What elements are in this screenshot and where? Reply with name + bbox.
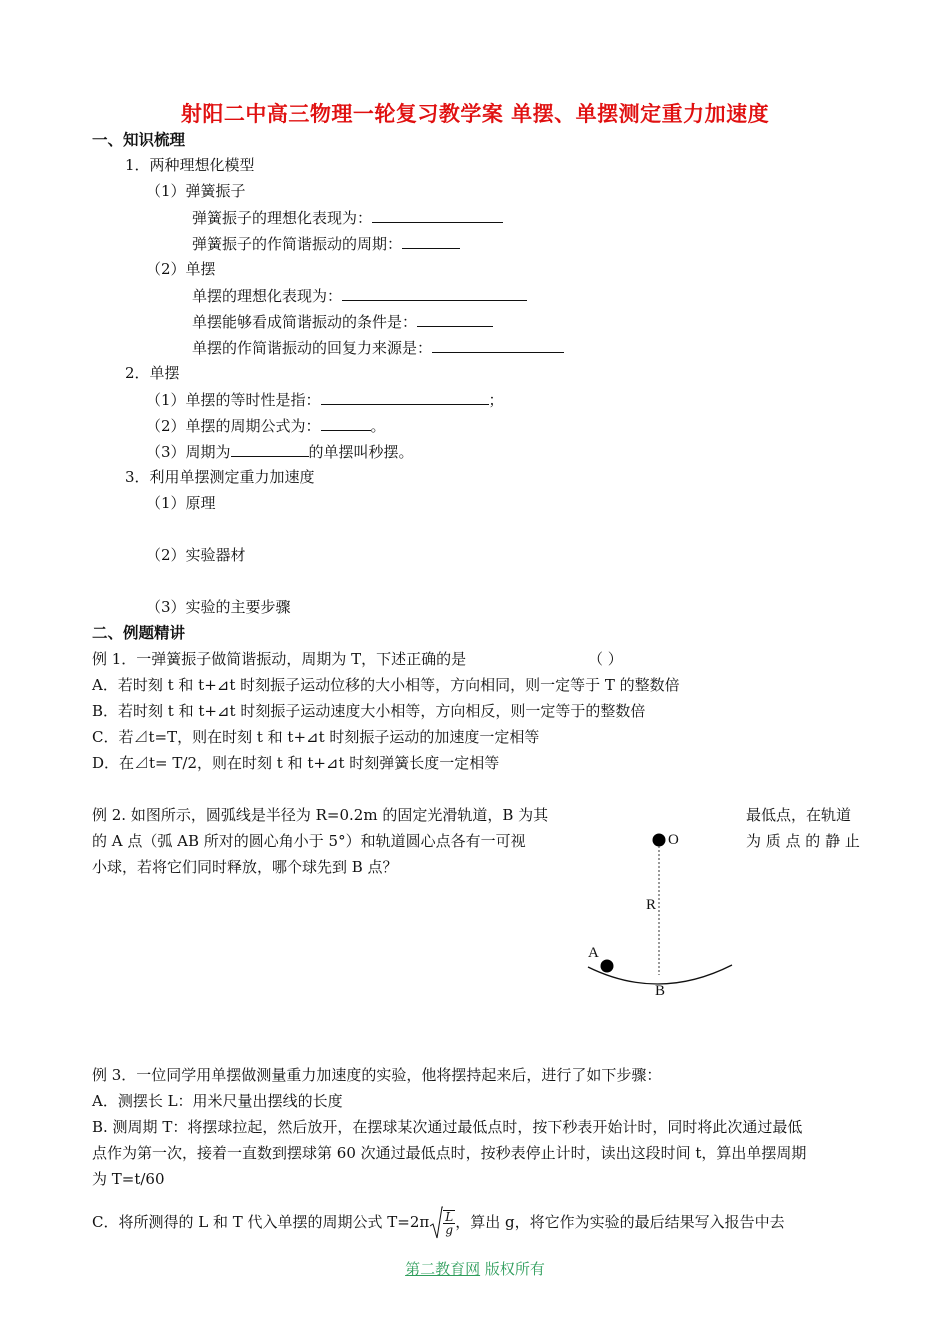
item-2a-text: （1）单摆的等时性是指： — [146, 391, 321, 409]
label-a: A — [588, 945, 599, 961]
item-2c-pre: （3）周期为 — [146, 443, 231, 461]
answer-blank[interactable] — [432, 337, 564, 353]
answer-blank[interactable] — [231, 441, 309, 457]
item-2b — [146, 415, 386, 436]
answer-blank[interactable] — [342, 285, 527, 301]
item-1b3 — [192, 337, 564, 358]
example-1-option-a: A．若时刻 t 和 t+⊿t 时刻振子运动位移的大小相等，方向相同，则一定等于 T 的整数倍 — [92, 676, 680, 694]
example-3-step-b-3: 为 T=t/60 — [92, 1170, 165, 1188]
item-1a1 — [192, 207, 503, 228]
section-heading-examples: 二、例题精讲 — [92, 624, 186, 642]
ball-a — [601, 960, 614, 973]
item-1a1-text: 弹簧振子的理想化表现为： — [192, 209, 373, 227]
sqrt-formula — [429, 1206, 455, 1240]
item-1b2-text: 单摆能够看成简谐振动的条件是： — [192, 313, 418, 331]
formula-fraction — [443, 1210, 455, 1236]
item-2: 2．单摆 — [125, 364, 180, 382]
item-2a — [146, 389, 504, 410]
label-b: B — [655, 983, 666, 999]
item-2c — [146, 441, 414, 462]
formula-numerator: L — [445, 1210, 454, 1224]
example-3-step-a: A．测摆长 L：用米尺量出摆线的长度 — [92, 1092, 343, 1110]
item-1b1 — [192, 285, 527, 306]
item-1: 1．两种理想化模型 — [125, 156, 255, 174]
item-2a-end: ； — [488, 391, 504, 409]
page-title: 射阳二中高三物理一轮复习教学案 单摆、单摆测定重力加速度 — [180, 101, 770, 126]
answer-blank[interactable] — [417, 311, 493, 327]
footer — [0, 1258, 950, 1279]
example-2-line-3: 小球，若将它们同时释放，哪个球先到 B 点？ — [92, 858, 398, 876]
item-1a: （1）弹簧振子 — [146, 182, 246, 200]
example-1-stem: 例 1．一弹簧振子做简谐振动，周期为 T，下述正确的是 — [92, 650, 467, 668]
item-3: 3．利用单摆测定重力加速度 — [125, 468, 315, 486]
label-o: O — [668, 832, 679, 848]
item-3b: （2）实验器材 — [146, 546, 246, 564]
section-heading-knowledge: 一、知识梳理 — [92, 131, 186, 149]
item-1b1-text: 单摆的理想化表现为： — [192, 287, 343, 305]
example-3-step-c-post: ，算出 g，将它作为实验的最后结果写入报告中去 — [455, 1213, 785, 1231]
example-2-line-2: 的 A 点（弧 AB 所对的圆心角小于 5°）和轨道圆心点各有一可视 — [92, 832, 526, 850]
answer-blank[interactable] — [321, 389, 489, 405]
sqrt-icon — [429, 1206, 443, 1240]
item-3a: （1）原理 — [146, 494, 216, 512]
footer-link[interactable]: 第二教育网 — [405, 1260, 481, 1278]
item-1a2-text: 弹簧振子的作简谐振动的周期： — [192, 235, 403, 253]
answer-blank[interactable] — [402, 233, 460, 249]
example-2-right-1: 最低点，在轨道 — [746, 806, 852, 824]
formula-denominator: g — [445, 1223, 454, 1237]
example-1-answer-paren: （ ） — [588, 650, 623, 668]
example-2-right-2: 为 质 点 的 静 止 — [746, 832, 860, 850]
example-3-step-b-1: B. 测周期 T：将摆球拉起，然后放开，在摆球某次通过最低点时，按下秒表开始计时，同时将此次通过最低 — [92, 1118, 803, 1136]
example-3-step-c-pre: C．将所测得的 L 和 T 代入单摆的周期公式 T=2π — [92, 1213, 430, 1231]
example-1-option-c: C．若⊿t=T，则在时刻 t 和 t+⊿t 时刻振子运动的加速度一定相等 — [92, 728, 540, 746]
example-2-line-1: 例 2. 如图所示，圆弧线是半径为 R=0.2m 的固定光滑轨道，B 为其 — [92, 806, 549, 824]
example-1-option-d: D．在⊿t= T/2，则在时刻 t 和 t+⊿t 时刻弹簧长度一定相等 — [92, 754, 500, 772]
item-2b-text: （2）单摆的周期公式为： — [146, 417, 321, 435]
item-3c: （3）实验的主要步骤 — [146, 598, 291, 616]
answer-blank[interactable] — [321, 415, 371, 431]
item-1b: （2）单摆 — [146, 260, 216, 278]
example-3-stem: 例 3．一位同学用单摆做测量重力加速度的实验，他将摆持起来后，进行了如下步骤： — [92, 1066, 662, 1084]
example-1-option-b: B．若时刻 t 和 t+⊿t 时刻振子运动速度大小相等，方向相反，则一定等于的整数倍 — [92, 702, 646, 720]
item-1a2 — [192, 233, 460, 254]
item-2b-end: 。 — [370, 417, 386, 435]
item-2c-post: 的单摆叫秒摆。 — [308, 443, 414, 461]
answer-blank[interactable] — [372, 207, 503, 223]
example-3-step-c — [92, 1206, 785, 1240]
label-r: R — [646, 897, 657, 913]
item-1b3-text: 单摆的作简谐振动的回复力来源是： — [192, 339, 433, 357]
example-3-step-b-2: 点作为第一次，接着一直数到摆球第 60 次通过最低点时，按秒表停止计时，读出这段时间 t，算出单摆周期 — [92, 1144, 807, 1162]
footer-copyright: 版权所有 — [480, 1260, 545, 1278]
item-1b2 — [192, 311, 493, 332]
ball-o — [653, 834, 666, 847]
